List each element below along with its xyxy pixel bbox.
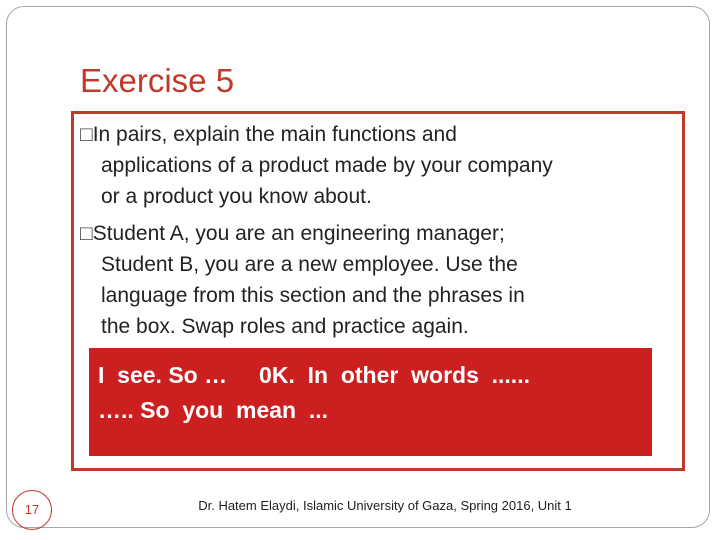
slide-title: Exercise 5 <box>80 62 235 99</box>
bullet-2-line-3: language from this section and the phrases in <box>101 284 525 307</box>
bullet-2 <box>80 218 670 342</box>
bullet-marker: □ <box>80 222 93 245</box>
phrase-box-line-1: I see. So … 0K. In other words ...... <box>98 362 530 388</box>
bullet-1-line-2: applications of a product made by your company <box>101 154 553 177</box>
slide-footer: Dr. Hatem Elaydi, Islamic University of Gaza, Spring 2016, Unit 1 <box>198 498 572 513</box>
bullet-2-line-2: Student B, you are a new employee. Use the <box>101 253 518 276</box>
phrase-box-line-2: ….. So you mean ... <box>98 397 329 423</box>
bullet-2-line-1: Student A, you are an engineering manager; <box>92 222 505 245</box>
bullet-1-line-1: In pairs, explain the main functions and <box>92 123 457 146</box>
page-number-badge: 17 <box>12 490 52 530</box>
bullet-2-line-4: the box. Swap roles and practice again. <box>101 315 469 338</box>
bullet-1-line-3: or a product you know about. <box>101 185 372 208</box>
bullet-1 <box>80 119 670 212</box>
bullet-marker: □ <box>80 123 93 146</box>
